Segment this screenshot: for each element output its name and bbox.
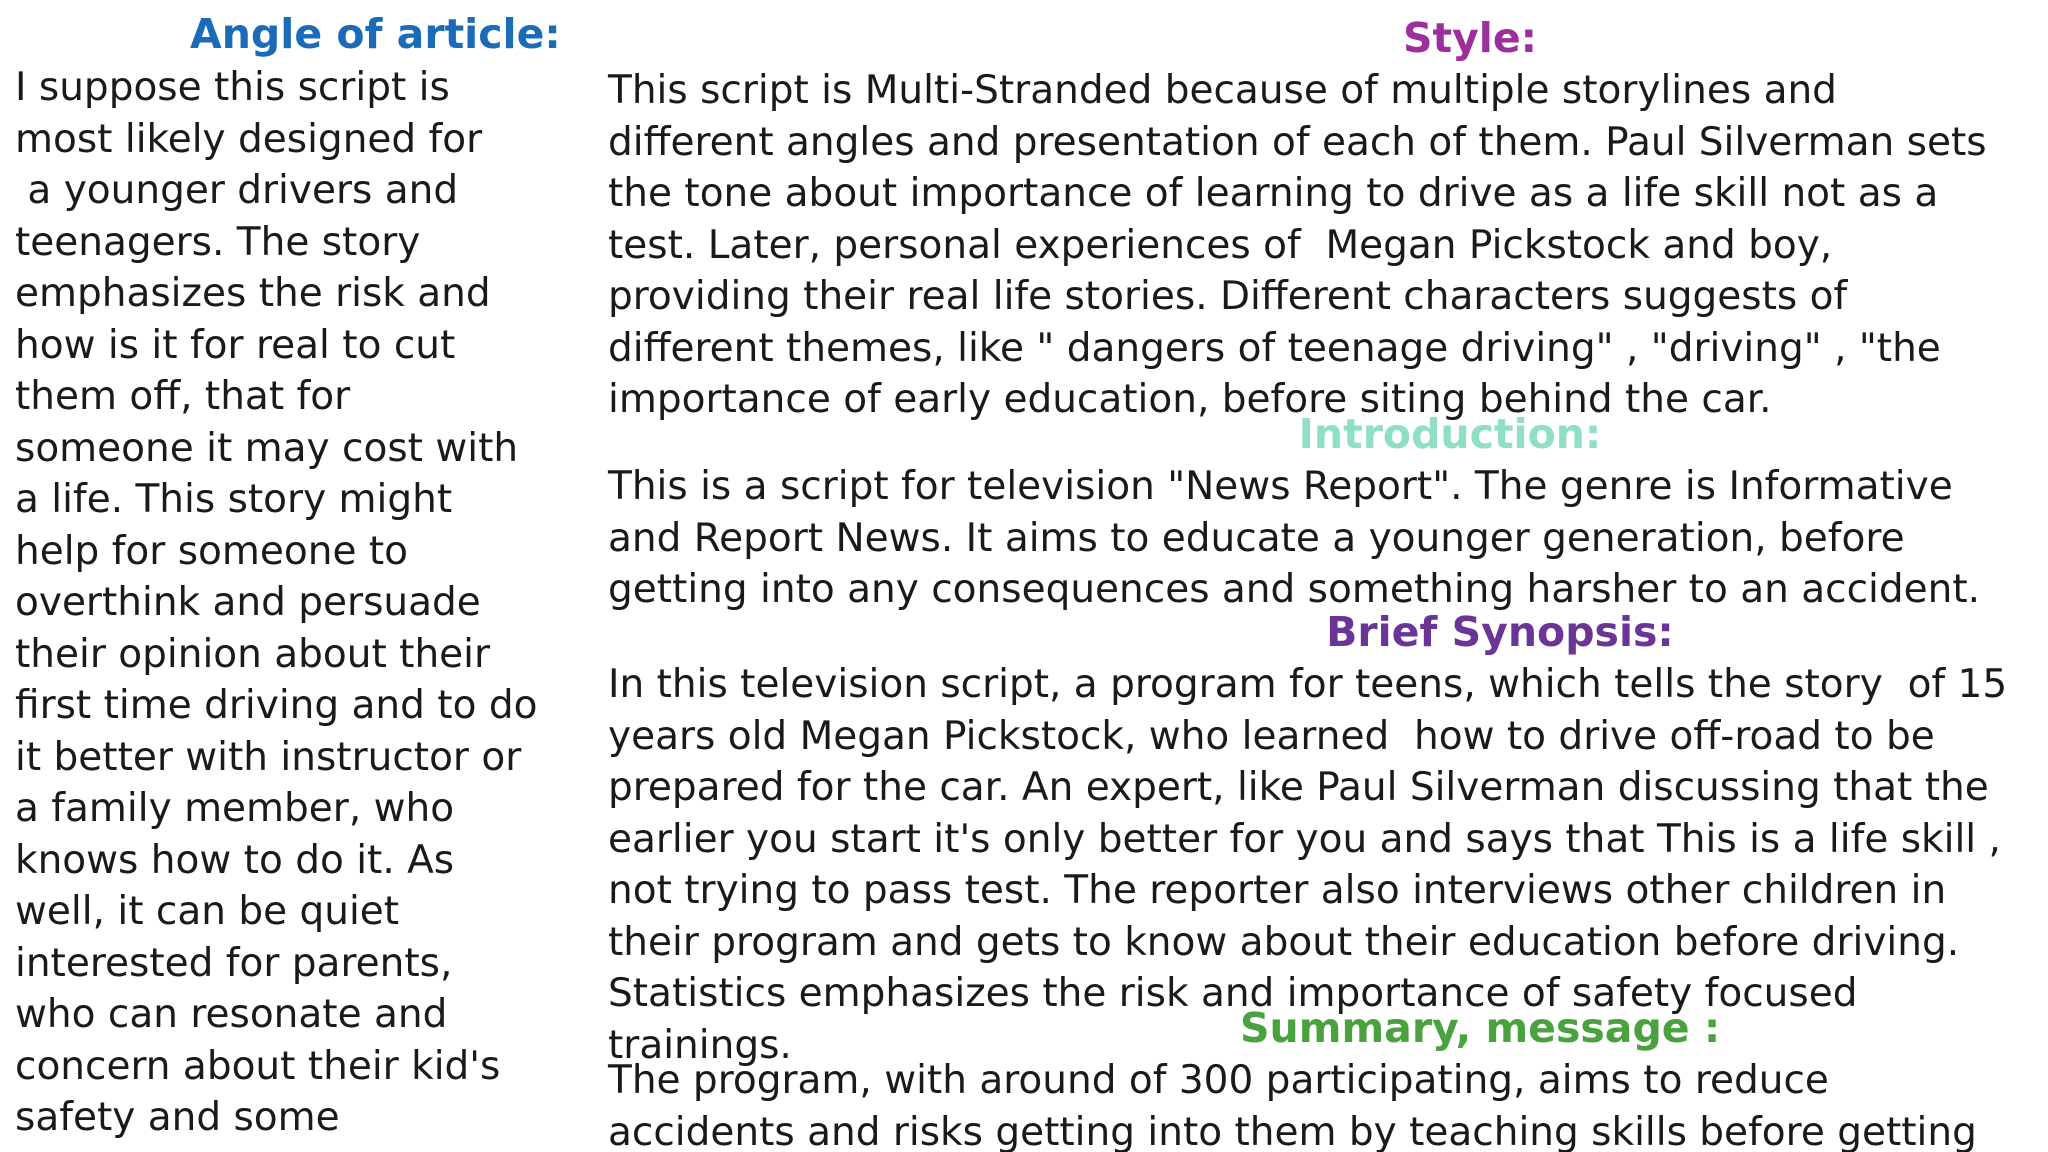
text-line: well, it can be quiet [15,889,400,934]
text-line: providing their real life stories. Different characters suggests of [608,274,1848,319]
text-line: The program, with around of 300 participating, aims to reduce [608,1058,1829,1103]
text-line: most likely designed for [15,116,483,162]
text-line: help for someone to [15,528,409,574]
text-line: In this television script, a program for teens, which tells the story of 15 [608,662,2008,707]
text-line: concern about their kid's [15,1043,501,1089]
text-line: trainings. [608,1022,792,1068]
text-line: who can resonate and [15,992,448,1037]
text-line: accidents and risks getting into them by teaching skills before getting [608,1109,1977,1152]
text-line: not trying to pass test. The reporter also interviews other children in [608,868,1947,913]
text-line: This is a script for television "News Report". The genre is Informative [608,464,1953,509]
synopsis-heading: Brief Synopsis: [1326,608,1674,656]
text-line: and Report News. It aims to educate a younger generation, before [608,515,1905,561]
text-line: emphasizes the risk and [15,271,491,316]
text-line: test. Later, personal experiences of Megan Pickstock and boy, [608,222,1833,268]
text-line: years old Megan Pickstock, who learned how to drive off-road to be [608,713,1935,759]
text-line: how is it for real to cut [15,322,456,368]
text-line: them off, that for [15,374,351,419]
text-line: getting into any consequences and something harsher to an accident. [608,567,1981,612]
text-line: someone it may cost with [15,425,519,471]
text-line: a life. This story might [15,477,453,522]
text-line: their program and gets to know about their education before driving. [608,919,1960,965]
text-line: a younger drivers and [15,168,459,213]
summary-text [608,1055,2048,1152]
style-heading: Style: [1402,14,1538,62]
angle-text [15,62,575,1144]
text-line: different themes, like " dangers of teenage driving" , "driving" , "the [608,325,1941,371]
text-line: safety and some [15,1095,340,1140]
introduction-heading: Introduction: [1298,410,1602,458]
text-line: the tone about importance of learning to drive as a life skill not as a [608,171,1939,216]
style-text [608,65,2048,426]
text-line: earlier you start it's only better for you and says that This is a life skill , [608,816,2001,862]
text-line: a family member, who [15,786,455,831]
summary-heading: Summary, message : [1240,1004,1721,1052]
text-line: I suppose this script is [15,65,450,110]
text-line: Statistics emphasizes the risk and importance of safety focused [608,971,1858,1016]
text-line: different angles and presentation of each of them. Paul Silverman sets [608,119,1987,165]
text-line: teenagers. The story [15,219,421,265]
introduction-text [608,461,2048,616]
text-line: it better with instructor or [15,734,522,780]
text-line: This script is Multi-Stranded because of multiple storylines and [608,68,1837,113]
text-line: knows how to do it. As [15,837,455,883]
text-line: first time driving and to do [15,683,538,728]
text-line: overthink and persuade [15,580,481,625]
angle-heading: Angle of article: [190,10,561,58]
text-line: prepared for the car. An expert, like Paul Silverman discussing that the [608,765,1989,810]
text-line: interested for parents, [15,940,453,986]
text-line: their opinion about their [15,631,491,677]
text-line: importance of early education, before siting behind the car. [608,377,1772,422]
